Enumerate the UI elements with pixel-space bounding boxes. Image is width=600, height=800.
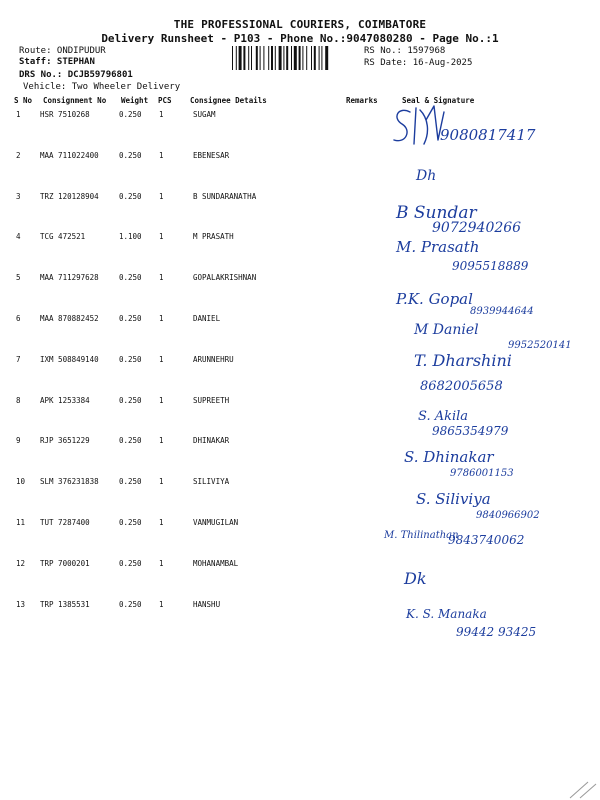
- barcode-bar: [239, 46, 242, 70]
- barcode-bar: [319, 46, 320, 70]
- barcode-bar: [256, 46, 258, 70]
- handwritten-signatures: [380, 100, 595, 660]
- barcode-bar: [275, 46, 276, 70]
- row-sno: 5: [16, 273, 21, 283]
- row-consignee: DHINAKAR: [193, 436, 230, 446]
- row-pcs: 1: [159, 191, 164, 201]
- signature-text: 9786001153: [450, 468, 514, 479]
- barcode-bar: [232, 46, 233, 70]
- col-header-weight: Weight: [121, 96, 149, 105]
- row-sno: 11: [16, 518, 26, 527]
- row-weight: 0.250: [119, 477, 142, 487]
- row-pcs: 1: [159, 558, 164, 568]
- staff-label: Staff: STEPHAN: [19, 57, 95, 67]
- row-pcs: 1: [159, 518, 164, 527]
- signature-text: 9095518889: [452, 259, 529, 273]
- signature-text: 8682005658: [420, 379, 503, 394]
- row-sno: 3: [16, 191, 21, 201]
- row-sno: 13: [16, 599, 26, 609]
- col-header-consignment: Consignment No: [43, 96, 107, 105]
- row-sno: 12: [16, 558, 26, 568]
- barcode-bar: [291, 46, 292, 70]
- signature-text: 9865354979: [432, 424, 509, 438]
- row-consignment-number: HSR 7510268: [40, 110, 90, 119]
- row-consignee: HANSHU: [193, 599, 221, 609]
- signature-text: P.K. Gopal: [396, 290, 473, 308]
- signature-text: Dk: [404, 569, 427, 588]
- row-consignment-number: MAA 711022400: [40, 150, 99, 160]
- barcode-bar: [314, 46, 316, 70]
- row-pcs: 1: [159, 354, 164, 364]
- row-pcs: 1: [159, 110, 164, 119]
- row-consignee: SUPREETH: [193, 395, 230, 405]
- barcode-bar: [263, 46, 264, 70]
- row-consignment-number: TRZ 120128904: [40, 191, 99, 201]
- row-consignee: MOHANAMBAL: [193, 558, 239, 568]
- row-weight: 0.250: [119, 191, 142, 201]
- route-label: Route: ONDIPUDUR: [19, 46, 106, 56]
- row-consignee: VANMUGILAN: [193, 518, 239, 527]
- row-consignment-number: TRP 7000201: [40, 558, 90, 568]
- row-consignee: SUGAM: [193, 110, 216, 119]
- row-consignee: SILIVIYA: [193, 477, 230, 487]
- page-corner-mark: [560, 770, 600, 800]
- row-consignment-number: TRP 1385531: [40, 599, 90, 609]
- barcode-bar: [311, 46, 312, 70]
- row-weight: 0.250: [119, 518, 142, 527]
- barcode: [232, 46, 354, 70]
- barcode-bar: [236, 46, 237, 70]
- barcode-bar: [325, 46, 328, 70]
- company-title: THE PROFESSIONAL COURIERS, COIMBATORE: [173, 18, 427, 31]
- signature-text: T. Dharshini: [414, 351, 512, 370]
- row-weight: 0.250: [119, 354, 142, 364]
- row-sno: 10: [16, 477, 26, 487]
- rs-number: RS No.: 1597968: [364, 46, 446, 56]
- barcode-bar: [283, 46, 284, 70]
- row-consignee: ARUNNEHRU: [193, 354, 234, 364]
- col-header-consignee: Consignee Details: [190, 96, 267, 105]
- signature-text: K. S. Manaka: [406, 607, 487, 621]
- row-pcs: 1: [159, 314, 164, 323]
- signature-text: 9080817417: [440, 126, 536, 144]
- row-weight: 0.250: [119, 150, 142, 160]
- row-consignee: DANIEL: [193, 314, 221, 323]
- row-pcs: 1: [159, 436, 164, 446]
- row-pcs: 1: [159, 599, 164, 609]
- signature-text: 8939944644: [470, 306, 534, 317]
- row-consignment-number: MAA 870882452: [40, 314, 99, 323]
- signature-text: M. Thilinathan: [384, 530, 459, 541]
- runsheet-subtitle: Delivery Runsheet - P103 - Phone No.:9047080280 - Page No.:1: [101, 32, 499, 45]
- col-header-pcs: PCS: [158, 96, 172, 105]
- row-sno: 9: [16, 436, 21, 446]
- row-sno: 4: [16, 232, 21, 242]
- signature-text: B Sundar: [396, 203, 477, 223]
- row-pcs: 1: [159, 273, 164, 283]
- barcode-bar: [268, 46, 269, 70]
- row-consignment-number: SLM 376231838: [40, 477, 99, 487]
- row-consignment-number: MAA 711297628: [40, 273, 99, 283]
- row-sno: 8: [16, 395, 21, 405]
- row-sno: 1: [16, 110, 21, 119]
- barcode-bar: [279, 46, 282, 70]
- rs-date: RS Date: 16-Aug-2025: [364, 58, 473, 68]
- signature-text: 9072940266: [432, 220, 522, 236]
- row-sno: 6: [16, 314, 21, 323]
- barcode-bar: [260, 46, 261, 70]
- row-consignment-number: TCG 472521: [40, 232, 86, 242]
- row-weight: 0.250: [119, 558, 142, 568]
- barcode-bar: [271, 46, 273, 70]
- barcode-bar: [321, 46, 322, 70]
- signature-text: 9840966902: [476, 510, 540, 521]
- row-pcs: 1: [159, 232, 164, 242]
- col-header-remarks: Remarks: [346, 96, 378, 105]
- signature-text: 99442 93425: [456, 625, 537, 639]
- row-consignment-number: IXM 508849140: [40, 354, 99, 364]
- row-consignment-number: TUT 7287400: [40, 518, 90, 527]
- signature-text: 9952520141: [508, 340, 572, 351]
- row-weight: 0.250: [119, 599, 142, 609]
- barcode-bar: [299, 46, 301, 70]
- row-pcs: 1: [159, 477, 164, 487]
- signature-text: Dh: [416, 168, 437, 184]
- signature-text: 9843740062: [448, 533, 525, 547]
- row-weight: 0.250: [119, 273, 142, 283]
- vehicle-label: Vehicle: Two Wheeler Delivery: [23, 82, 181, 92]
- row-weight: 0.250: [119, 314, 142, 323]
- drs-number: DRS No.: DCJB59796801: [19, 70, 133, 80]
- signature-text: S. Akila: [418, 409, 469, 424]
- barcode-bar: [294, 46, 297, 70]
- row-pcs: 1: [159, 150, 164, 160]
- signature-text: S. Siliviya: [416, 490, 491, 508]
- col-header-sno: S No: [14, 96, 33, 105]
- barcode-bar: [302, 46, 303, 70]
- row-weight: 0.250: [119, 436, 142, 446]
- col-header-seal-signature: Seal & Signature: [402, 96, 475, 105]
- barcode-bar: [251, 46, 252, 70]
- signature-text: S. Dhinakar: [404, 448, 494, 466]
- row-consignment-number: RJP 3651229: [40, 436, 90, 446]
- barcode-bar: [248, 46, 249, 70]
- row-consignee: EBENESAR: [193, 150, 230, 160]
- row-consignee: B SUNDARANATHA: [193, 191, 257, 201]
- row-weight: 1.100: [119, 232, 142, 242]
- barcode-bar: [306, 46, 307, 70]
- signature-text: M Daniel: [414, 322, 479, 338]
- barcode-bar: [243, 46, 245, 70]
- row-consignment-number: APK 1253384: [40, 395, 90, 405]
- row-sno: 2: [16, 150, 21, 160]
- row-consignee: M PRASATH: [193, 232, 234, 242]
- row-consignee: GOPALAKRISHNAN: [193, 273, 257, 283]
- signature-text: M. Prasath: [396, 238, 480, 256]
- row-sno: 7: [16, 354, 21, 364]
- row-weight: 0.250: [119, 395, 142, 405]
- barcode-bar: [286, 46, 288, 70]
- row-pcs: 1: [159, 395, 164, 405]
- row-weight: 0.250: [119, 110, 142, 119]
